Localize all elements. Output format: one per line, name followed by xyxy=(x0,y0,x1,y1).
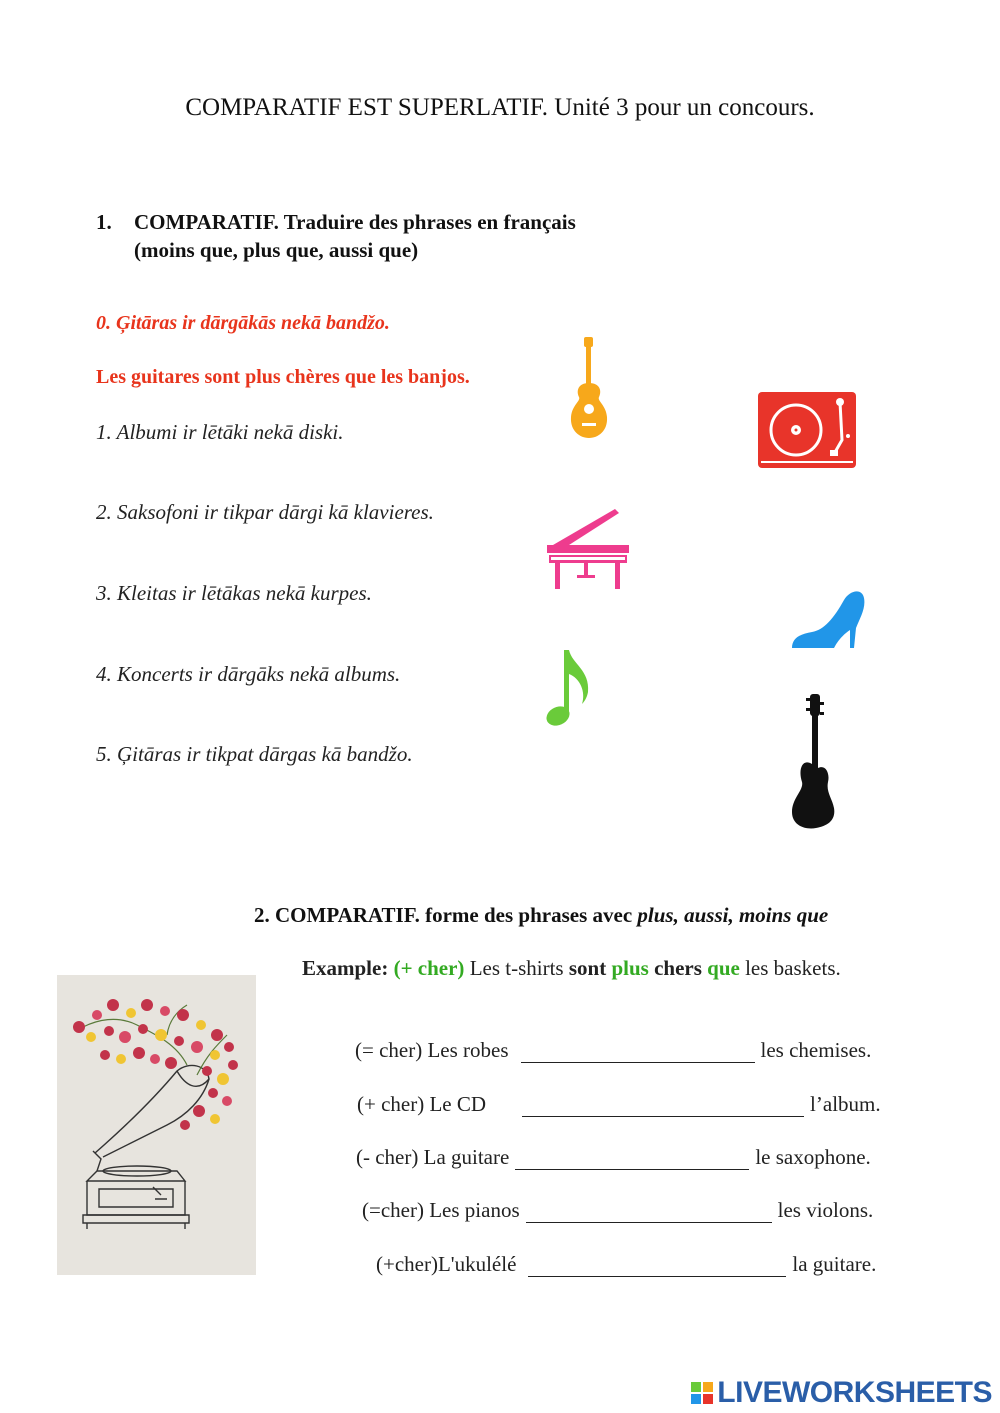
logo-text: LIVEWORKSHEETS xyxy=(717,1376,992,1409)
gramophone-flowers-illustration xyxy=(57,975,256,1275)
translation-item-5: 5. Ģitāras ir tikpat dārgas kā bandžo. xyxy=(96,742,413,766)
high-heel-icon xyxy=(790,588,866,650)
exercise-1-blank[interactable] xyxy=(521,1040,755,1063)
turntable-icon xyxy=(758,392,856,468)
exercise-1-prefix: (= cher) Les robes xyxy=(355,1038,509,1062)
exercise-2-blank[interactable] xyxy=(522,1094,804,1117)
section2-heading-italic: plus, aussi, moins que xyxy=(637,903,829,927)
example-que: que xyxy=(707,956,740,980)
exercise-5-suffix: la guitare. xyxy=(792,1252,877,1276)
exercise-4-prefix: (=cher) Les pianos xyxy=(362,1198,520,1222)
example-label: Example: xyxy=(302,956,389,980)
example-part1: Les t-shirts xyxy=(469,956,564,980)
section2-heading-text: 2. COMPARATIF. forme des phrases avec xyxy=(254,903,638,927)
example-plus: plus xyxy=(611,956,649,980)
exercise-line-4 xyxy=(362,1198,873,1223)
example-end: les baskets. xyxy=(745,956,841,980)
translation-item-4: 4. Koncerts ir dārgāks nekā albums. xyxy=(96,662,401,686)
music-note-icon xyxy=(546,650,592,728)
exercise-4-suffix: les violons. xyxy=(777,1198,874,1222)
grand-piano-icon xyxy=(545,507,631,591)
translation-item-3: 3. Kleitas ir lētākas nekā kurpes. xyxy=(96,581,372,605)
section1-number: 1. xyxy=(96,210,112,234)
exercise-5-blank[interactable] xyxy=(528,1254,786,1277)
section2-example xyxy=(302,956,841,981)
section1-heading-line2: (moins que, plus que, aussi que) xyxy=(134,238,419,262)
exercise-3-suffix: le saxophone. xyxy=(755,1145,871,1169)
exercise-2-prefix: (+ cher) Le CD xyxy=(357,1092,487,1116)
exercise-line-3 xyxy=(356,1145,871,1170)
exercise-line-5 xyxy=(376,1252,876,1277)
acoustic-guitar-icon xyxy=(566,337,612,439)
translation-item-1: 1. Albumi ir lētāki nekā diski. xyxy=(96,420,344,444)
section1-heading-line1: COMPARATIF. Traduire des phrases en français xyxy=(134,210,576,234)
example-hint: (+ cher) xyxy=(393,956,465,980)
section1-heading xyxy=(96,208,576,264)
exercise-3-blank[interactable] xyxy=(515,1147,749,1170)
exercise-line-1 xyxy=(355,1038,871,1063)
example-sont: sont xyxy=(568,956,607,980)
example-chers: chers xyxy=(654,956,702,980)
exercise-2-suffix: l’album. xyxy=(810,1092,881,1116)
exercise-line-2 xyxy=(357,1092,881,1117)
exercise-1-suffix: les chemises. xyxy=(760,1038,872,1062)
liveworksheets-logo xyxy=(691,1376,992,1410)
page-title: COMPARATIF EST SUPERLATIF. Unité 3 pour un concours. xyxy=(185,94,815,121)
exercise-4-blank[interactable] xyxy=(526,1200,772,1223)
translation-item-2: 2. Saksofoni ir tikpar dārgi kā klavieres. xyxy=(96,500,434,524)
example-latvian: 0. Ģitāras ir dārgākās nekā bandžo. xyxy=(96,312,390,334)
example-french: Les guitares sont plus chères que les banjos. xyxy=(96,366,470,388)
logo-mark-icon xyxy=(691,1382,713,1404)
exercise-5-prefix: (+cher)L'ukulélé xyxy=(376,1252,517,1276)
exercise-3-prefix: (- cher) La guitare xyxy=(356,1145,510,1169)
bass-guitar-icon xyxy=(790,694,838,830)
section2-heading xyxy=(254,903,828,928)
